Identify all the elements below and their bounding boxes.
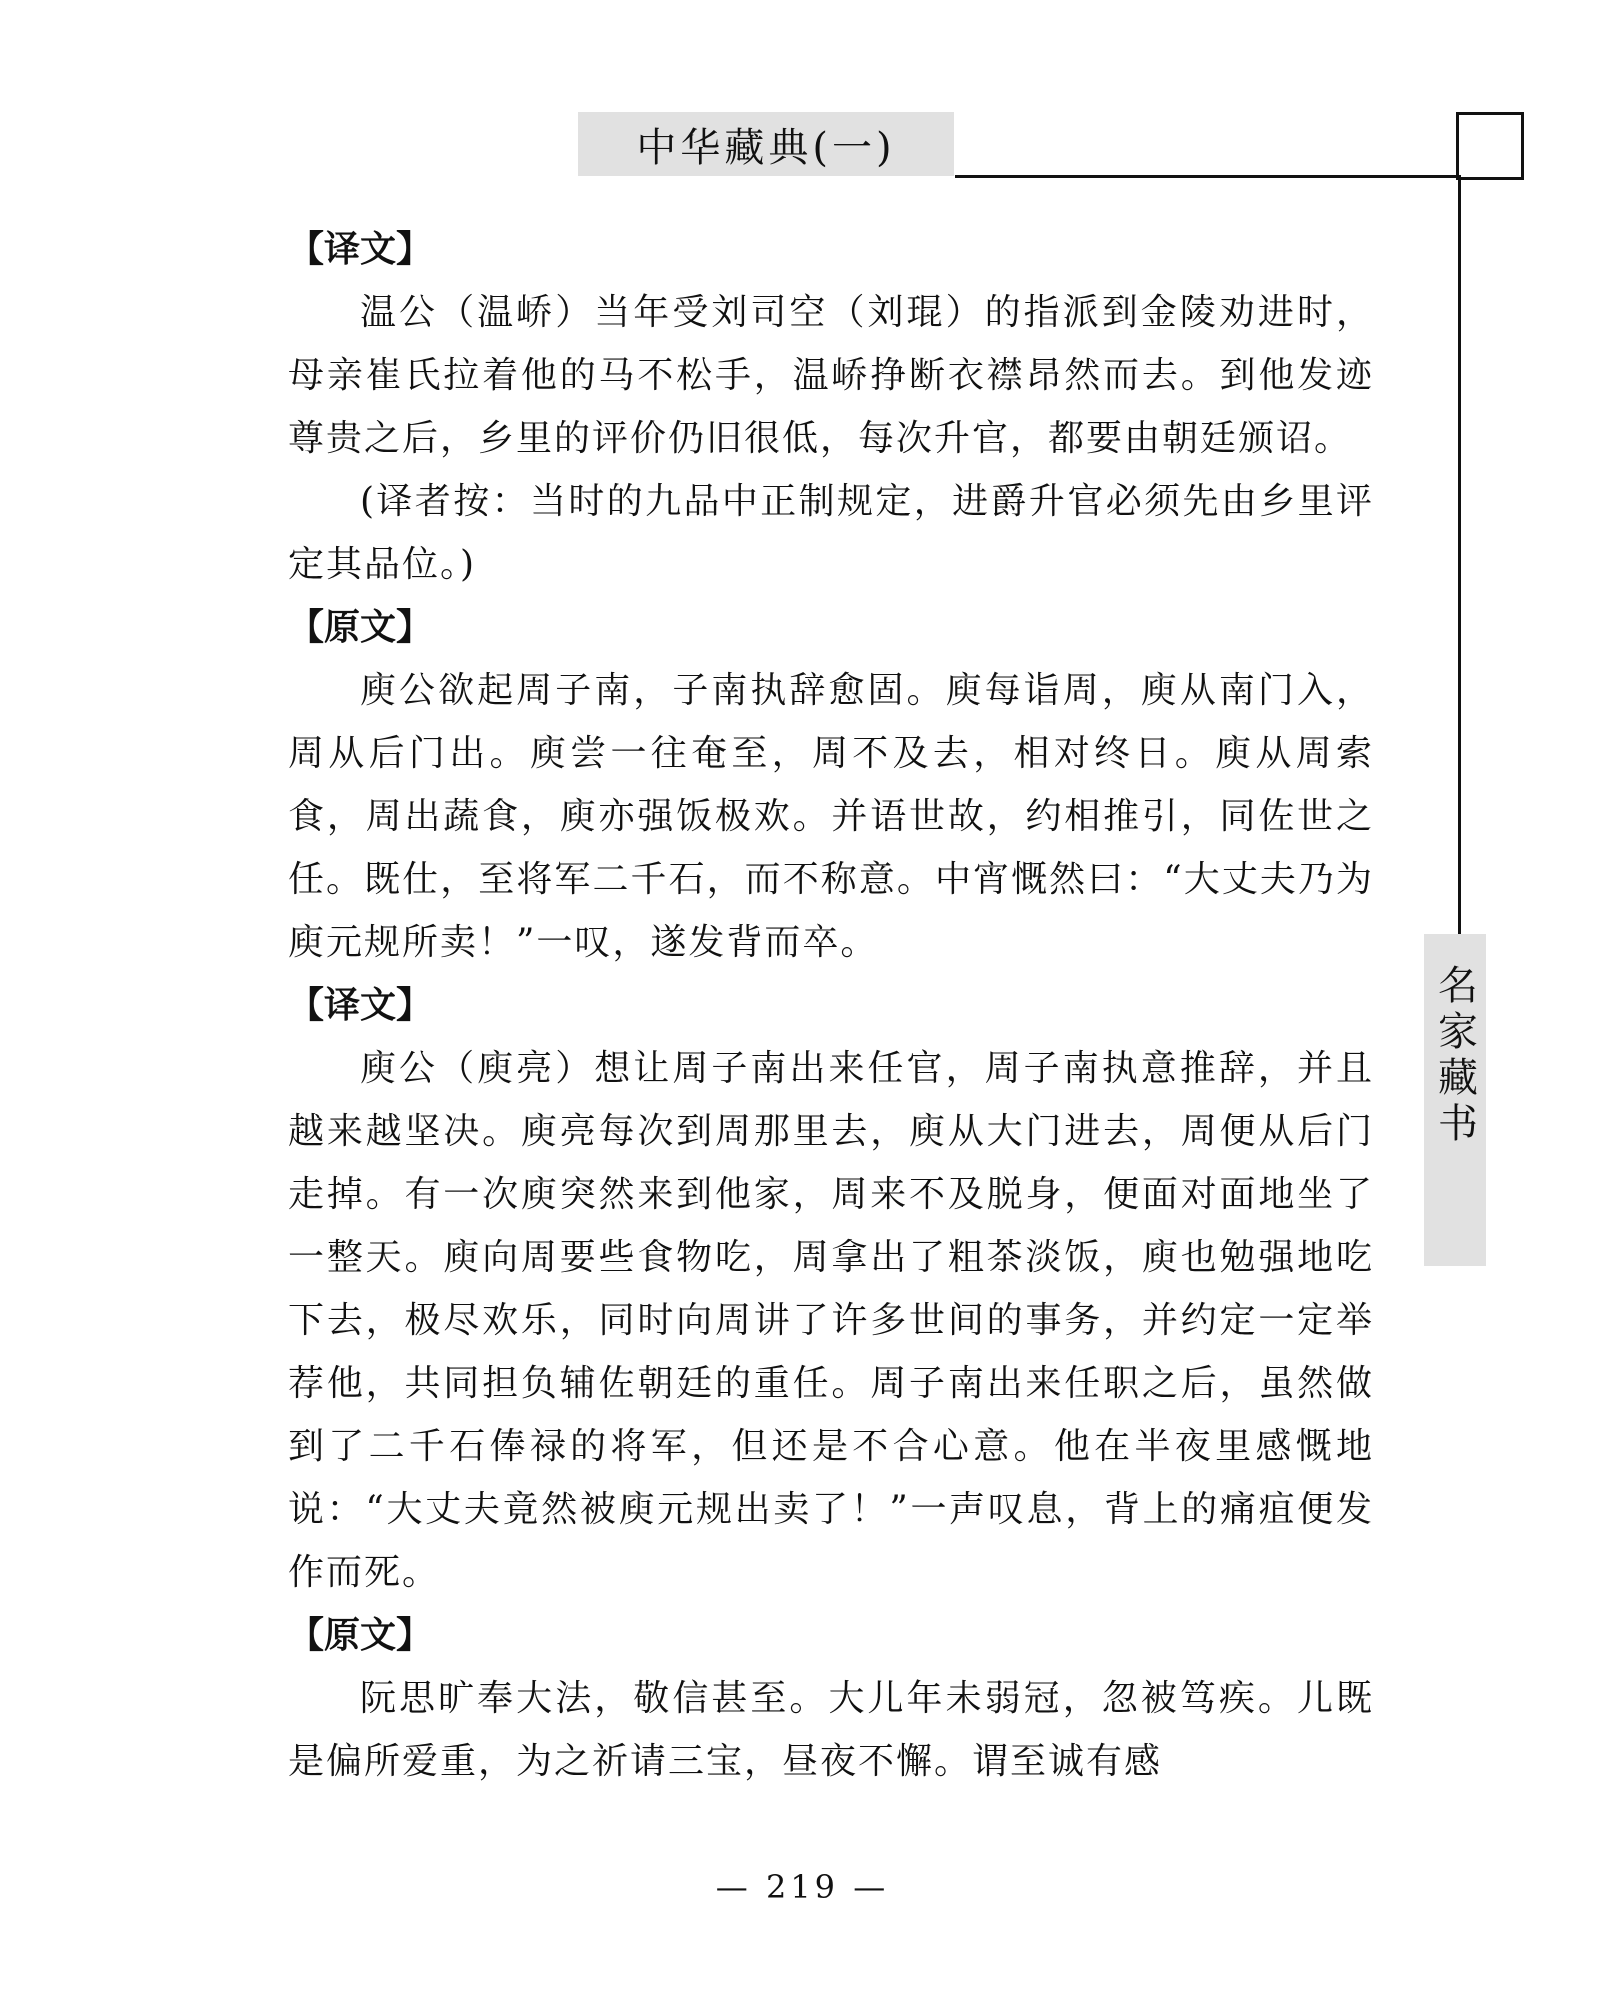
paragraph: (译者按：当时的九品中正制规定，进爵升官必须先由乡里评定其品位。) xyxy=(288,481,1374,585)
paragraph: 阮思旷奉大法，敬信甚至。大儿年未弱冠，忽被笃疾。儿既是偏所爱重，为之祈请三宝，昼夜不懈。谓至诚有感 xyxy=(288,1678,1374,1782)
section-heading: 【译文】 xyxy=(288,229,433,270)
corner-box xyxy=(1456,112,1524,180)
side-tab-label: 名家藏书 xyxy=(1431,964,1478,1148)
page-number: — 219 — xyxy=(715,1868,890,1906)
running-header-title xyxy=(578,112,954,176)
side-tab xyxy=(1424,934,1486,1266)
book-title: 中华藏典(一) xyxy=(636,124,896,171)
side-rule xyxy=(1458,175,1461,935)
header-rule xyxy=(955,175,1523,178)
paragraph: 温公（温峤）当年受刘司空（刘琨）的指派到金陵劝进时，母亲崔氏拉着他的马不松手，温峤挣断衣襟昂然而去。到他发迹尊贵之后，乡里的评价仍旧很低，每次升官，都要由朝廷颁诏。 xyxy=(288,292,1374,459)
paragraph: 庾公欲起周子南，子南执辞愈固。庾每诣周，庾从南门入，周从后门出。庾尝一往奄至，周不及去，相对终日。庾从周索食，周出蔬食，庾亦强饭极欢。并语世故，约相推引，同佐世之任。既仕，至将军二千石，而不称意。中宵慨然曰：“大丈夫乃为庾元规所卖！”一叹，遂发背而卒。 xyxy=(288,670,1374,963)
section-heading: 【译文】 xyxy=(288,985,433,1026)
page-body xyxy=(288,218,1374,1793)
section-heading: 【原文】 xyxy=(288,607,433,648)
paragraph: 庾公（庾亮）想让周子南出来任官，周子南执意推辞，并且越来越坚决。庾亮每次到周那里去，庾从大门进去，周便从后门走掉。有一次庾突然来到他家，周来不及脱身，便面对面地坐了一整天。庾向周要些食物吃，周拿出了粗茶淡饭，庾也勉强地吃下去，极尽欢乐，同时向周讲了许多世间的事务，并约定一定举荐他，共同担负辅佐朝廷的重任。周子南出来任职之后，虽然做到了二千石俸禄的将军，但还是不合心意。他在半夜里感慨地说：“大丈夫竟然被庾元规出卖了！”一声叹息，背上的痛疽便发作而死。 xyxy=(288,1048,1374,1593)
section-heading: 【原文】 xyxy=(288,1615,433,1656)
